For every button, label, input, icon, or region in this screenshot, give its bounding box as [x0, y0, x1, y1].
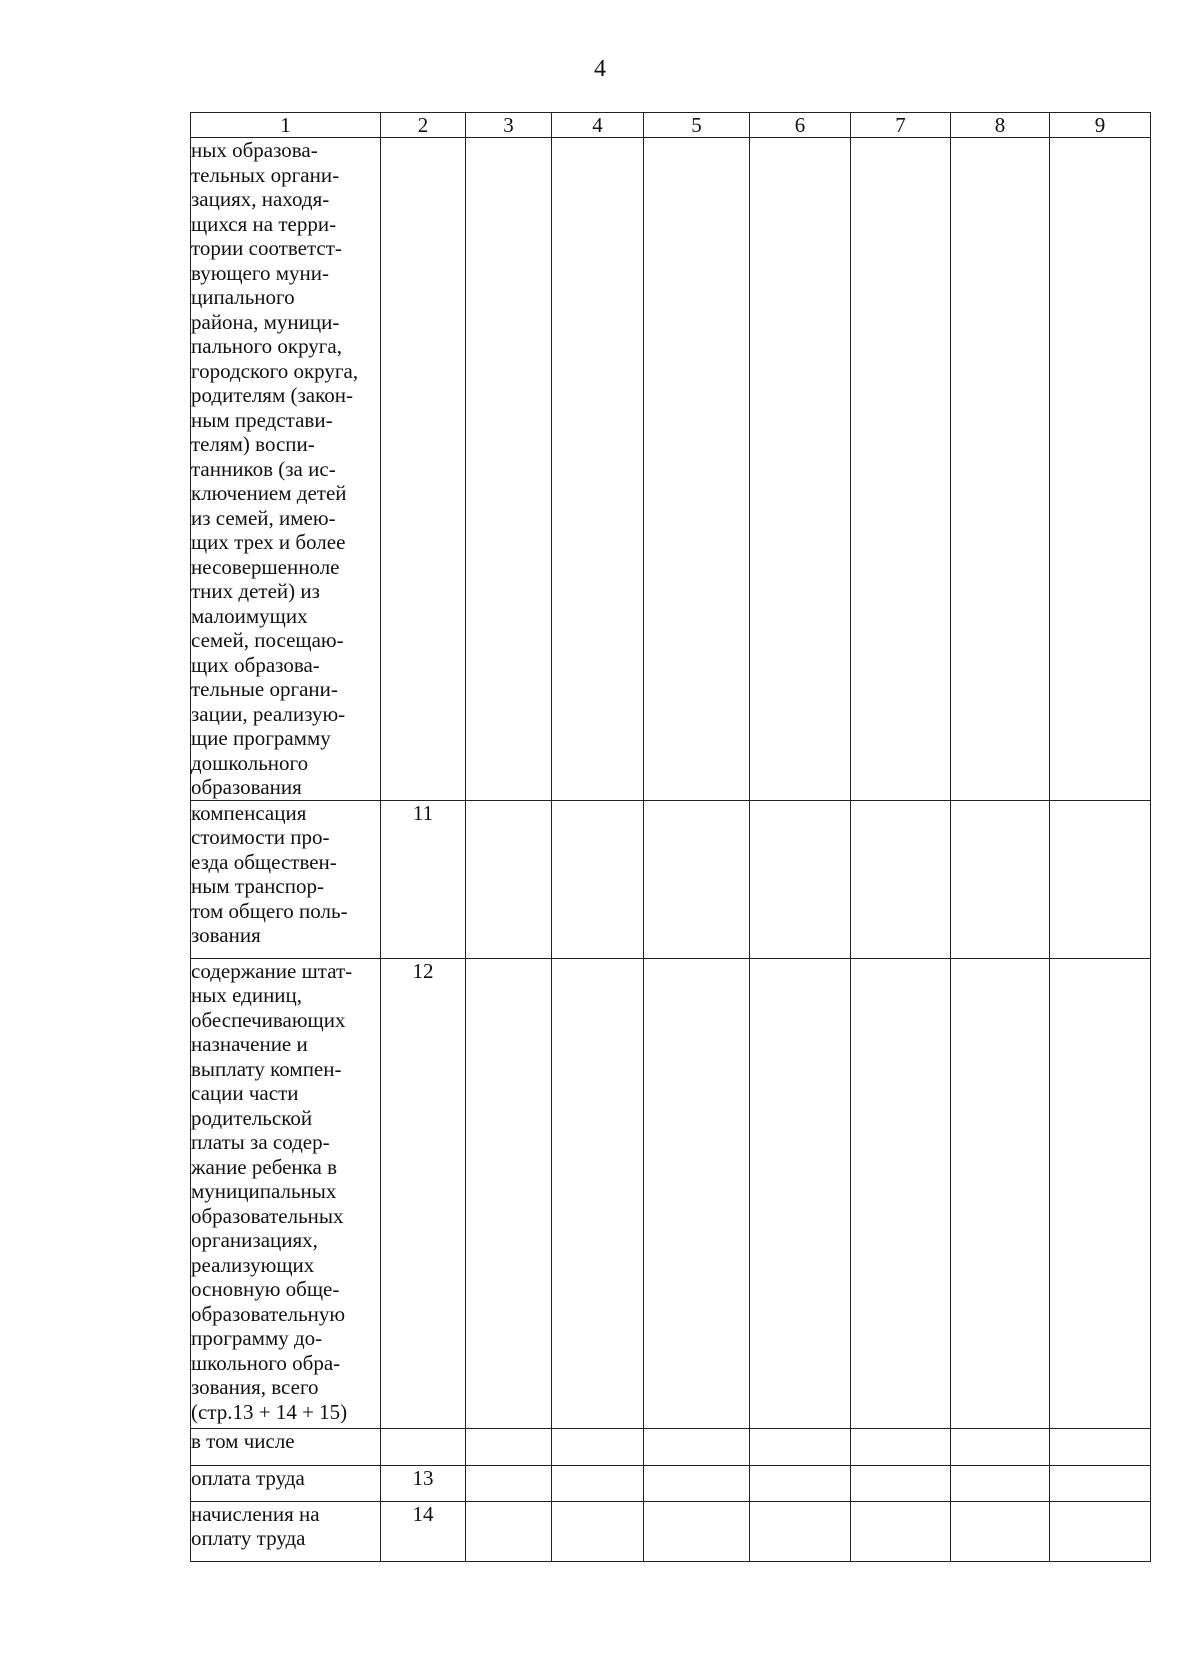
empty-cell: [951, 800, 1050, 958]
empty-cell: [552, 138, 644, 801]
empty-cell: [552, 1501, 644, 1561]
table-row: [191, 958, 1151, 1428]
row-label-line: несовершенноле: [191, 554, 340, 579]
empty-cell: [851, 1501, 951, 1561]
row-label-line: щихся на терри-: [191, 211, 337, 236]
row-label-line: оплату труда: [191, 1526, 306, 1550]
empty-cell: [750, 1465, 851, 1501]
row-label-line: семей, посещаю-: [191, 628, 344, 652]
empty-cell: [466, 1501, 552, 1561]
row-label-line: оплата труда: [191, 1465, 305, 1490]
row-label-line: родителям (закон-: [191, 383, 353, 407]
empty-cell: [851, 1465, 951, 1501]
empty-cell: [552, 1428, 644, 1465]
empty-cell: [951, 1428, 1050, 1465]
row-label-line: городского округа,: [191, 358, 359, 383]
row-label-line: тории соответст-: [191, 236, 342, 260]
row-label-line: пального округа,: [191, 334, 342, 358]
empty-cell: [851, 958, 951, 1428]
empty-cell: [466, 1465, 552, 1501]
empty-cell: [644, 1501, 750, 1561]
empty-cell: [466, 1428, 552, 1465]
empty-cell: [851, 138, 951, 801]
empty-cell: [1050, 800, 1151, 958]
row-label-line: щих образова-: [191, 652, 320, 677]
row-label-line: дошкольного: [191, 750, 309, 775]
row-label-line: зования, всего: [191, 1375, 319, 1399]
row-label-line: выплату компен-: [191, 1056, 342, 1081]
empty-cell: [1050, 1501, 1151, 1561]
row-label-line: малоимущих: [191, 603, 308, 628]
empty-cell: [644, 958, 750, 1428]
row-label-line: жание ребенка в: [191, 1154, 338, 1179]
row-label-line: ципального: [191, 285, 295, 309]
row-label-line: вующего муни-: [191, 260, 329, 285]
empty-cell: [951, 1501, 1050, 1561]
row-label: [191, 800, 381, 958]
row-label-line: родительской: [191, 1105, 313, 1130]
row-code: 12: [381, 958, 466, 1428]
column-number: 7: [851, 113, 951, 138]
empty-cell: [1050, 138, 1151, 801]
row-label-line: щих трех и более: [191, 530, 346, 554]
row-label-line: реализующих: [191, 1252, 315, 1277]
empty-cell: [552, 1465, 644, 1501]
empty-cell: [466, 800, 552, 958]
empty-cell: [851, 1428, 951, 1465]
row-label-line: тельные органи-: [191, 677, 338, 701]
row-label-line: (стр.13 + 14 + 15): [191, 1399, 348, 1424]
row-label-line: ключением детей: [191, 481, 347, 505]
table-body: [191, 138, 1151, 1562]
row-label-line: из семей, имею-: [191, 505, 336, 530]
column-number: 6: [750, 113, 851, 138]
row-label-line: в том числе: [191, 1428, 295, 1453]
row-label-line: назначение и: [191, 1032, 308, 1056]
row-label: [191, 1428, 381, 1465]
row-label-line: начисления на: [191, 1501, 320, 1526]
table-row: [191, 1428, 1151, 1465]
row-label-line: танников (за ис-: [191, 456, 336, 481]
row-label-line: ным представи-: [191, 407, 333, 432]
row-label-line: содержание штат-: [191, 958, 353, 983]
row-label-line: образовательную: [191, 1301, 346, 1326]
empty-cell: [750, 958, 851, 1428]
column-number: 5: [644, 113, 750, 138]
row-label-line: образовательных: [191, 1203, 344, 1228]
column-number: 8: [951, 113, 1050, 138]
table-row: [191, 1465, 1151, 1501]
empty-cell: [851, 800, 951, 958]
empty-cell: [552, 800, 644, 958]
empty-cell: [466, 138, 552, 801]
row-label-line: тних детей) из: [191, 579, 320, 603]
row-code: 14: [381, 1501, 466, 1561]
row-label-line: том общего поль-: [191, 898, 348, 923]
row-label-line: зации, реализую-: [191, 701, 346, 726]
row-code: [381, 1428, 466, 1465]
empty-cell: [1050, 1428, 1151, 1465]
row-label-line: образования: [191, 775, 302, 799]
row-label-line: обеспечивающих: [191, 1007, 346, 1032]
row-label-line: ным транспор-: [191, 874, 324, 898]
empty-cell: [644, 800, 750, 958]
column-number: 9: [1050, 113, 1151, 138]
empty-cell: [1050, 958, 1151, 1428]
empty-cell: [951, 958, 1050, 1428]
row-label: [191, 138, 381, 801]
empty-cell: [951, 138, 1050, 801]
form-table: [190, 112, 1151, 1562]
row-label-line: района, муници-: [191, 309, 340, 334]
row-label: [191, 1501, 381, 1561]
empty-cell: [552, 958, 644, 1428]
row-label-line: школьного обра-: [191, 1350, 341, 1375]
row-label-line: основную обще-: [191, 1277, 340, 1301]
empty-cell: [750, 138, 851, 801]
row-label-line: зациях, находя-: [191, 187, 330, 211]
empty-cell: [644, 138, 750, 801]
page-number: 4: [594, 56, 606, 82]
row-label-line: стоимости про-: [191, 825, 330, 849]
row-label-line: сации части: [191, 1081, 299, 1105]
row-label-line: тельных органи-: [191, 162, 340, 187]
row-label-line: зования: [191, 923, 261, 947]
column-number: 2: [381, 113, 466, 138]
row-code: 13: [381, 1465, 466, 1501]
empty-cell: [466, 958, 552, 1428]
row-label: [191, 958, 381, 1428]
row-label: [191, 1465, 381, 1501]
row-label-line: муниципальных: [191, 1179, 337, 1203]
empty-cell: [951, 1465, 1050, 1501]
row-label-line: платы за содер-: [191, 1130, 330, 1154]
row-label-line: телям) воспи-: [191, 432, 315, 456]
empty-cell: [750, 800, 851, 958]
empty-cell: [750, 1428, 851, 1465]
row-label-line: программу до-: [191, 1326, 323, 1350]
row-label-line: ных образова-: [191, 138, 318, 162]
column-number: 3: [466, 113, 552, 138]
row-label-line: езда обществен-: [191, 849, 337, 874]
column-number: 4: [552, 113, 644, 138]
row-label-line: компенсация: [191, 800, 307, 825]
empty-cell: [1050, 1465, 1151, 1501]
row-label-line: ных единиц,: [191, 983, 303, 1007]
empty-cell: [644, 1428, 750, 1465]
empty-cell: [644, 1465, 750, 1501]
row-code: 11: [381, 800, 466, 958]
column-number-row: [191, 113, 1151, 138]
table-row: [191, 1501, 1151, 1561]
row-code: [381, 138, 466, 801]
row-label-line: щие программу: [191, 726, 331, 750]
table-row: [191, 800, 1151, 958]
table-row: [191, 138, 1151, 801]
column-number: 1: [191, 113, 381, 138]
empty-cell: [750, 1501, 851, 1561]
row-label-line: организациях,: [191, 1228, 318, 1252]
